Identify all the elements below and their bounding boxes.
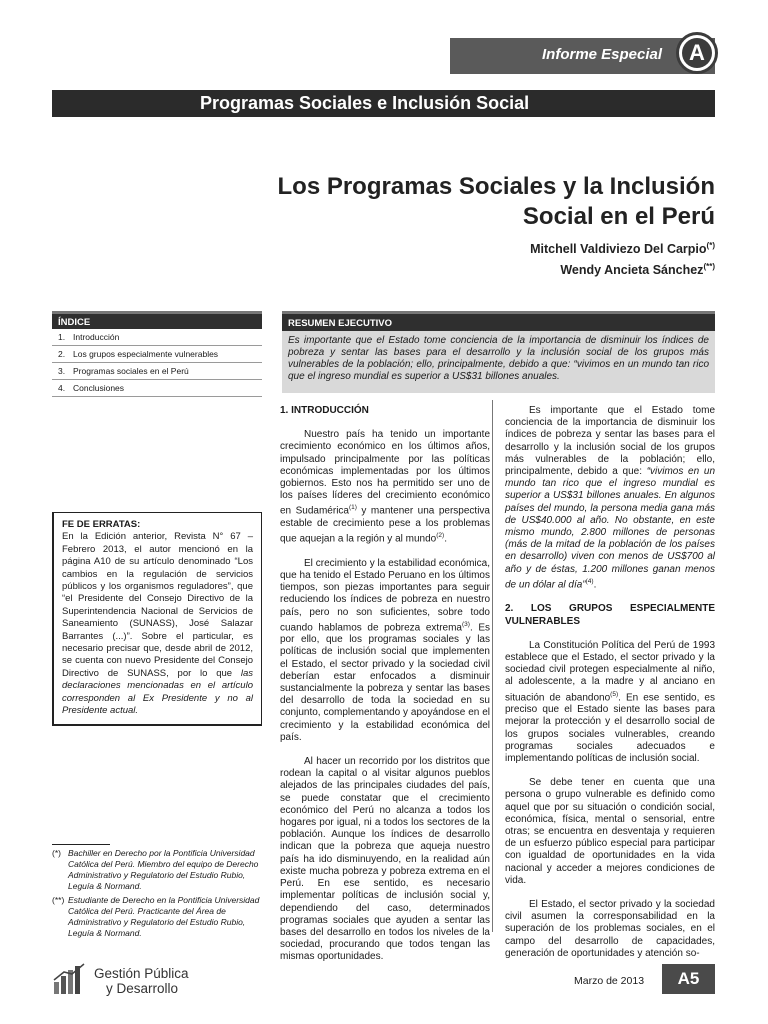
heading-introduction: 1. INTRODUCCIÓN xyxy=(280,405,369,416)
heading-vulnerable-groups: 2. LOS GRUPOS ESPECIALMENTE VULNERABLES xyxy=(505,603,715,627)
issue-date: Marzo de 2013 xyxy=(574,975,645,987)
column-divider xyxy=(492,400,493,932)
body-column-1 xyxy=(280,405,490,976)
author-2: Wendy Ancieta Sánchez(**) xyxy=(560,262,715,278)
errata-box xyxy=(52,512,262,726)
index-item[interactable]: 3. Programas sociales en el Perú xyxy=(52,363,262,380)
section-title-bar xyxy=(52,90,715,117)
summary-text: Es importante que el Estado tome conciencia de la importancia de disminuir los índices de pobreza y sentar las bases para el desarrollo y la inclusión social de los grupos más vulnerables de la población; ello, principalmente, debido a que: “vivimos en un mundo tan rico que el ingreso mundial es superior a US$31 billones anuales. xyxy=(282,331,715,393)
index-heading: ÍNDICE xyxy=(52,311,262,329)
paragraph: Al hacer un recorrido por los distritos que rodean la capital o al visitar algunos pueblos alejados de las principales ciudades del país, se puede constatar que el crecimiento económico del Perú no alcanza a todos los hogares por igual, ni a todos los sectores de la población. Aunque los índices de desarrollo indican que la pobreza que aqueja nuestro país ha ido disminuyendo, en la realidad aún existe mucha pobreza y pobreza extrema en el Perú. En ese sentido, es necesario implementar políticas de inclusión social y, dependiendo del caso, determinados programas sociales que ayuden a sentar las bases del desarrollo en todos los niveles de la sociedad, procurando que todos tengan las mismas oportunidades. xyxy=(280,756,490,963)
article-title-line-2: Social en el Perú xyxy=(522,203,715,230)
publication-name-line-1: Gestión Pública xyxy=(94,966,189,981)
footnote: (**) Estudiante de Derecho en la Pontificia Universidad Católica del Perú. Practicante del Área de Administrativo y Regulatorio del Estudio Rubio, Leguía & Normand. xyxy=(52,895,260,938)
paragraph: La Constitución Política del Perú de 1993 establece que el Estado, el sector privado y la sociedad civil protegen especialmente al niño, al adolescente, a la madre y al anciano en situación de abandono$^{(5)}$. En ese sentido, es preciso que el Estado siente las bases para mejorar la protección y el desarrollo social de los grupos sociales vulnerables, creando programas sociales adecuados e implementando políticas de inclusión social. xyxy=(505,639,715,764)
paragraph: Nuestro país ha tenido un importante crecimiento económico en los últimos años, impulsado principalmente por las políticas económicas implementadas por los últimos gobiernos. Esto nos ha permitido ser uno de los países líderes del crecimiento económico en Sudamérica$^{(1)}$ y mantener una perspectiva estable de crecimiento pese a los problemas que aquejan a la región y al mundo$^{(2)}$. xyxy=(280,429,490,545)
footnote-rule xyxy=(52,844,110,845)
publication-name-line-2: y Desarrollo xyxy=(106,981,179,996)
errata-heading: FE DE ERRATAS: xyxy=(62,519,141,530)
paragraph: El Estado, el sector privado y la sociedad civil asumen la corresponsabilidad en la superación de los problemas sociales, en el campo del desarrollo de capacidades, generación de oportunidades y atención so- xyxy=(505,898,715,959)
paragraph: Se debe tener en cuenta que una persona o grupo vulnerable es definido como aquel que por su situación o condición social, económica, física, mental o sensorial, entre otras; se encuentra en desventaja y requieren de un esfuerzo público especial para participar con igualdad de oportunidades en la vida nacional y acceder a mejores condiciones de vida. xyxy=(505,777,715,886)
footnotes xyxy=(52,848,262,942)
publication-name xyxy=(94,966,189,996)
section-title: Programas Sociales e Inclusión Social xyxy=(200,93,530,113)
paragraph: El crecimiento y la estabilidad económica, que ha tenido el Estado Peruano en los últimos tiempos, son piezas importantes para seguir reduciendo los índices de pobreza en nuestro país, pero no son suficientes, sobre todo cuando hablamos de pobreza extrema$^{(3)}$. Es por ello, que los programas sociales y las políticas de inclusión social que implementen el Estado, el sector privado y la sociedad civil deberían estar enfocados a disminuir sustancialmente la pobreza y sentar las bases del desarrollo de toda la sociedad en su conjunto, complementando y apoyándose en el crecimiento y la estabilidad económica del país. xyxy=(280,557,490,743)
article-title xyxy=(195,172,715,232)
paragraph: Es importante que el Estado tome conciencia de la importancia de disminuir los índices de pobreza y sentar las bases para el desarrollo y la inclusión social de los grupos más vulnerables de la población; ello, principalmente, debido a que: “vivimos en un mundo tan rico que el ingreso mundial es superior a US$31 billones anuales. En algunos países del mundo, la persona media gana más de US$40.000 al año. No obstante, en este mismo mundo, 2.800 millones de personas (más de la mitad de la población de los países en desarrollo) viven con menos de US$700 al año y de éstas, 1.200 millones ganan menos de un dólar al día”$^{(4)}$. xyxy=(505,405,716,591)
section-badge xyxy=(676,32,718,74)
section-tab-label: Informe Especial xyxy=(542,46,663,63)
index-box xyxy=(52,311,262,397)
footnote: (*) Bachiller en Derecho por la Pontificia Universidad Católica del Perú. Miembro del equipo de Derecho Administrativo y Regulatorio del Estudio Rubio, Leguía & Normand. xyxy=(52,848,259,891)
summary-heading: RESUMEN EJECUTIVO xyxy=(282,311,715,331)
section-badge-letter: A xyxy=(682,38,712,68)
article-authors xyxy=(530,237,715,279)
author-1: Mitchell Valdiviezo Del Carpio(*) xyxy=(530,241,715,257)
index-item[interactable]: 2. Los grupos especialmente vulnerables xyxy=(52,346,262,363)
body-column-2 xyxy=(505,405,715,972)
page-number: A5 xyxy=(662,964,715,994)
index-item[interactable]: 1. Introducción xyxy=(52,329,262,346)
index-item[interactable]: 4. Conclusiones xyxy=(52,380,262,397)
publication-logo-icon xyxy=(52,962,86,996)
article-title-line-1: Los Programas Sociales y la Inclusión xyxy=(277,173,715,200)
errata-text-italic: las declaraciones mencionadas en el artículo corresponden al Ex Presidente y no al Presidente actual. xyxy=(62,667,253,717)
errata-text: En la Edición anterior, Revista N° 67 – Febrero 2013, el autor mencionó en la página A10 de su artículo denominado “Los cambios en la regulación de servicios públicos y los organismos reguladores”, que “el Presidente del Consejo Directivo de la Superintendencia Nacional de Servicios de Saneamiento (SUNASS), José Salazar Barrantes (...)”. Sobre el particular, es necesario precisar que, desde abril de 2012, se cuenta con nuevo Presidente del Consejo Directivo de SUNASS, por lo que xyxy=(62,531,253,679)
